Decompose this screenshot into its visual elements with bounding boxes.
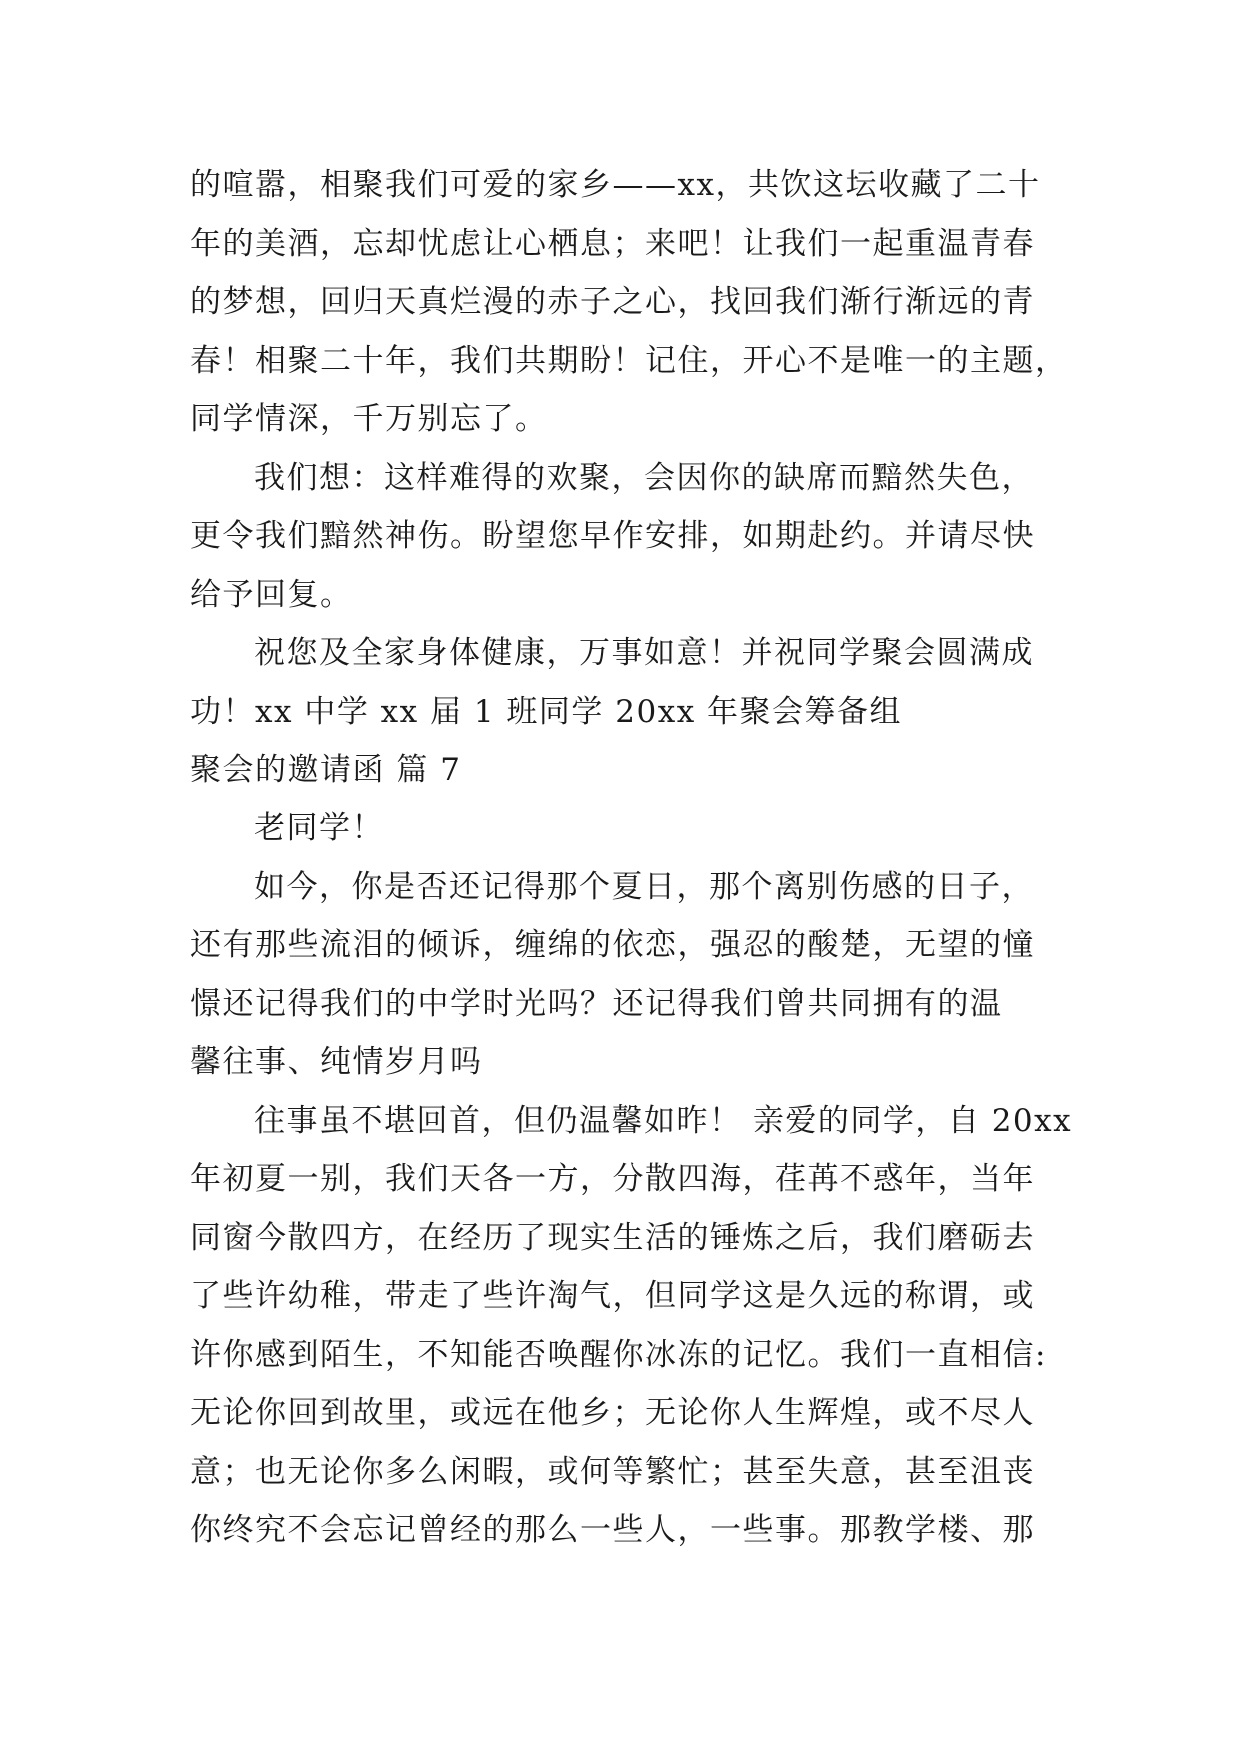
text-line: 无论你回到故里，或远在他乡；无论你人生辉煌，或不尽人 bbox=[190, 1395, 1035, 1431]
text-line: 的喧嚣，相聚我们可爱的家乡——xx，共饮这坛收藏了二十 bbox=[190, 167, 1041, 203]
text-line: 春！相聚二十年，我们共期盼！记住，开心不是唯一的主题， bbox=[190, 342, 1068, 379]
document-body bbox=[190, 156, 1073, 1560]
text-line: 憬还记得我们的中学时光吗？还记得我们曾共同拥有的温 bbox=[190, 985, 1003, 1022]
text-line: 同学情深，千万别忘了。 bbox=[190, 401, 548, 437]
text-line: 你终究不会忘记曾经的那么一些人，一些事。那教学楼、那 bbox=[190, 1512, 1035, 1548]
salutation-line: 老同学！ bbox=[254, 810, 384, 846]
text-line: 年的美酒，忘却忧虑让心栖息；来吧！让我们一起重温青春 bbox=[190, 225, 1035, 262]
text-line: 年初夏一别，我们天各一方，分散四海，荏苒不惑年，当年 bbox=[190, 1161, 1035, 1197]
text-line: 意；也无论你多么闲暇，或何等繁忙；甚至失意，甚至沮丧 bbox=[190, 1453, 1035, 1490]
paragraph-start-line: 我们想：这样难得的欢聚，会因你的缺席而黯然失色， bbox=[254, 459, 1034, 496]
paragraph-start-line: 往事虽不堪回首，但仍温馨如昨！ 亲爱的同学，自 20xx bbox=[254, 1102, 1073, 1139]
text-line: 馨往事、纯情岁月吗 bbox=[190, 1044, 483, 1080]
text-line: 许你感到陌生，不知能否唤醒你冰冻的记忆。我们一直相信: bbox=[190, 1336, 1047, 1373]
text-line: 给予回复。 bbox=[190, 576, 353, 613]
section-heading: 聚会的邀请函 篇 7 bbox=[190, 752, 462, 788]
text-line: 还有那些流泪的倾诉，缠绵的依恋，强忍的酸楚，无望的憧 bbox=[190, 927, 1035, 963]
paragraph-start-line: 如今，你是否还记得那个夏日，那个离别伤感的日子， bbox=[254, 868, 1034, 905]
signature-line: 功！xx 中学 xx 届 1 班同学 20xx 年聚会筹备组 bbox=[190, 693, 903, 730]
text-line: 同窗今散四方，在经历了现实生活的锤炼之后，我们磨砺去 bbox=[190, 1219, 1035, 1256]
text-line: 更令我们黯然神伤。盼望您早作安排，如期赴约。并请尽快 bbox=[190, 518, 1035, 554]
text-line: 的梦想，回归天真烂漫的赤子之心，找回我们渐行渐远的青 bbox=[190, 284, 1035, 320]
paragraph-start-line: 祝您及全家身体健康，万事如意！并祝同学聚会圆满成 bbox=[254, 635, 1034, 671]
text-line: 了些许幼稚，带走了些许淘气，但同学这是久远的称谓，或 bbox=[190, 1278, 1035, 1314]
